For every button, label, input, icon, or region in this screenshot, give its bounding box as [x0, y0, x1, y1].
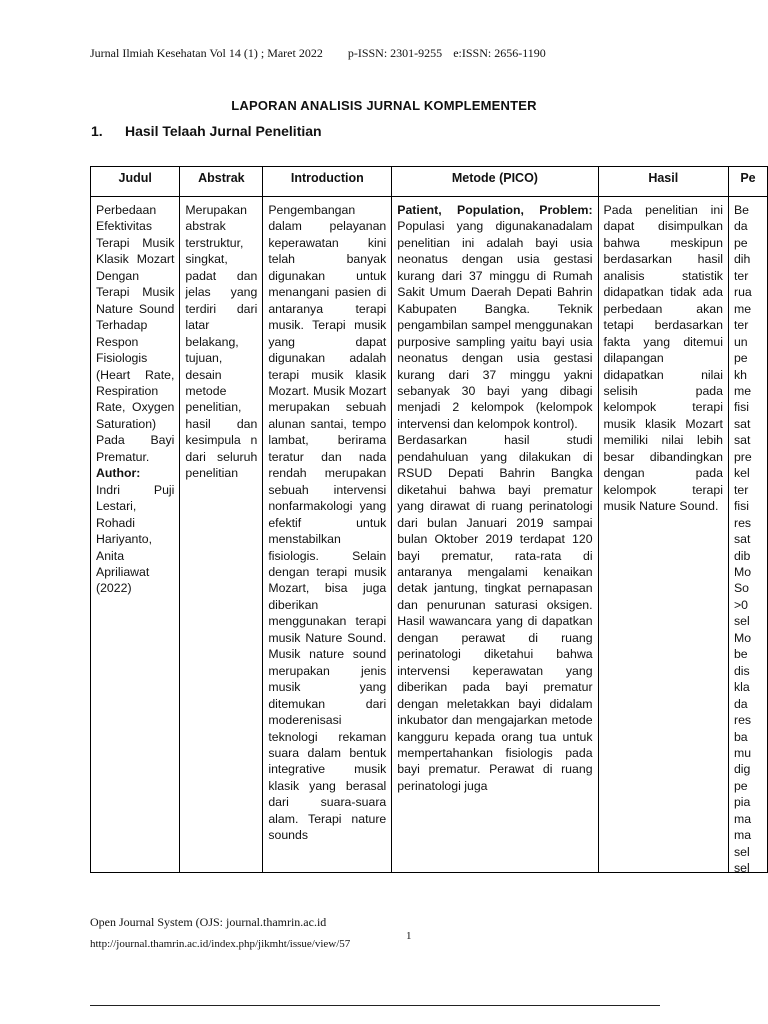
pe-fragment: dib	[733, 548, 751, 563]
table-header-row	[91, 167, 768, 197]
header-metode: Metode (PICO)	[392, 167, 598, 197]
pe-fragment: da	[733, 696, 748, 711]
cell-abstrak	[180, 197, 263, 873]
header-hasil: Hasil	[598, 167, 728, 197]
page-number: 1	[406, 930, 412, 942]
pe-fragment: dih	[733, 252, 751, 267]
cell-hasil	[598, 197, 728, 873]
section-heading	[91, 123, 322, 139]
pe-fragment: Mo	[733, 630, 752, 645]
pe-fragment: kla	[733, 680, 750, 695]
pico-label: Patient, Population, Problem:	[397, 203, 593, 217]
cell-metode	[392, 197, 598, 873]
pe-fragment: sel	[733, 614, 750, 629]
pe-fragment: Be	[733, 203, 750, 217]
pe-fragment: dis	[733, 663, 750, 678]
hasil-text: Pada penelitian ini dapat disimpulkan bahwa meskipun berdasarkan hasil analisis statistik didapatkan tidak ada perbedaan akan tetapi berdasarkan fakta yang ditemui dilapangan didapatkan nilai selisih pada kelompok terapi musik klasik Mozart memiliki nilai lebih besar dibandingkan dengan pada kelompok terapi musik Nature Sound.	[603, 203, 723, 514]
pe-fragment: >0	[733, 597, 748, 612]
table-row	[91, 197, 768, 873]
header-introduction: Introduction	[263, 167, 392, 197]
pe-fragment: res	[733, 515, 752, 530]
pe-fragment: kel	[733, 466, 750, 481]
pe-fragment: ter	[733, 482, 749, 497]
pe-fragment: be	[733, 647, 748, 662]
pe-fragment: dig	[733, 762, 751, 777]
abstrak-text: Merupakan abstrak terstruktur, singkat, padat dan jelas yang terdiri dari latar belakang, tujuan, desain metode penelitian, hasil dan kesimpula n dari seluruh penelitian	[185, 203, 258, 481]
pe-fragment: pe	[733, 235, 748, 250]
author-label: Author:	[96, 466, 141, 481]
header-judul: Judul	[91, 167, 180, 197]
metode-paragraph-1: Populasi yang digunakanadalam penelitian ini adalah bayi usia neonatus dengan usia gestasi kurang dari 37 minggu di Rumah Sakit Umum Daerah Depati Bahrin Kabupaten Bangka. Teknik pengambilan sampel menggunakan purposive sampling yaitu bayi usia neonatus dengan usia gestasi kurang dari 37 minggu yakni sebanyak 30 bayi yang dibagi menjadi 2 kelompok (kelompok intervensi dan kelompok kontrol).	[397, 219, 593, 431]
journal-name: Jurnal Ilmiah Kesehatan Vol 14 (1) ; Maret 2022	[90, 46, 323, 60]
footer-divider	[90, 1005, 660, 1006]
cell-judul	[91, 197, 180, 873]
pe-fragment: sel	[733, 844, 750, 859]
section-number: 1.	[91, 123, 103, 139]
issue-url[interactable]: http://journal.thamrin.ac.id/index.php/jikmht/issue/view/57	[90, 938, 351, 950]
header-pe: Pe	[728, 167, 767, 197]
pe-fragment: sat	[733, 433, 751, 448]
pe-fragment: pe	[733, 351, 748, 366]
introduction-text: Pengembangan dalam pelayanan keperawatan kini telah banyak digunakan untuk menangani pasien di antaranya terapi musik. Terapi musik yang dapat digunakan adalah terapi musik klasik Mozart. Musik Mozart merupakan sebuah alunan santai, tempo lambat, berirama teratur dan nada rendah merupakan sebuah intervensi nonfarmakologi yang efektif untuk menstabilkan fisiologis. Selain dengan terapi musik Mozart, bisa juga diberikan menggunakan terapi musik Nature Sound. Musik nature sound merupakan jenis musik yang ditemukan dari moderenisasi teknologi rekaman suara dalam bentuk integrative musik klasik yang berasal dari suara-suara alam. Terapi nature sounds	[268, 203, 387, 843]
pe-fragment: sat	[733, 532, 751, 547]
section-title: Hasil Telaah Jurnal Penelitian	[125, 123, 322, 139]
electronic-issn: e:ISSN: 2656-1190	[453, 46, 546, 60]
pe-fragment: sel	[733, 861, 750, 876]
pe-fragment: pia	[733, 795, 751, 810]
pe-fragment: me	[733, 301, 752, 316]
pe-fragment: me	[733, 383, 752, 398]
pe-fragment: Mo	[733, 564, 752, 579]
pe-fragment: pre	[733, 449, 752, 464]
header-abstrak: Abstrak	[180, 167, 263, 197]
pe-fragment: ma	[733, 811, 752, 826]
journal-header	[90, 46, 546, 61]
pe-fragment: da	[733, 219, 748, 234]
ojs-footer: Open Journal System (OJS: journal.thamrin.ac.id	[90, 915, 327, 929]
cell-introduction	[263, 197, 392, 873]
pe-fragment: ma	[733, 828, 752, 843]
pe-fragment: rua	[733, 285, 752, 300]
article-authors: Indri Puji Lestari, Rohadi Hariyanto, Anita Apriliawat (2022)	[96, 482, 175, 596]
pe-fragment: ter	[733, 318, 749, 333]
pe-fragment: fisi	[733, 400, 749, 415]
metode-paragraph-2: Berdasarkan hasil studi pendahuluan yang dilakukan di RSUD Depati Bahrin Bangka diketahui bahwa bayi prematur yang dirawat di ruang perinatologi dari bulan Januari 2019 sampai bulan Oktober 2019 terdapat 120 bayi prematur, rata-rata di antaranya mengalami kenaikan detak jantung, tingkat pernapasan dan penurunan saturasi oksigen. Hasil wawancara yang di dapatkan dengan perawat di ruang perinatologi diketahui bahwa intervensi keperawatan yang diberikan pada bayi prematur dengan meletakkan bayi didalam inkubator dan mengajarkan metode kangguru kepada orang tua untuk mempertahankan fisiologis pada bayi prematur. Perawat di ruang perinatologi juga	[397, 433, 593, 793]
pe-fragment: So	[733, 581, 750, 596]
article-title: Perbedaan Efektivitas Terapi Musik Klasik Mozart Dengan Terapi Musik Nature Sound Terhadap Respon Fisiologis (Heart Rate, Respiration Rate, Oxygen Saturation) Pada Bayi Prematur.	[96, 203, 175, 464]
report-title: LAPORAN ANALISIS JURNAL KOMPLEMENTER	[231, 98, 537, 113]
pe-fragment: fisi	[733, 499, 749, 514]
review-table	[90, 166, 768, 876]
pe-fragment: res	[733, 713, 752, 728]
pe-fragment: kh	[733, 367, 747, 382]
pe-fragment: mu	[733, 745, 752, 760]
pe-fragment: pe	[733, 778, 748, 793]
pe-fragment: un	[733, 334, 748, 349]
pe-fragment: ter	[733, 268, 749, 283]
pe-fragment: sat	[733, 416, 751, 431]
pe-fragment: ba	[733, 729, 748, 744]
cell-pe-clipped	[728, 197, 767, 876]
print-issn: p-ISSN: 2301-9255	[347, 46, 443, 60]
pe-fragment-list	[733, 202, 762, 876]
